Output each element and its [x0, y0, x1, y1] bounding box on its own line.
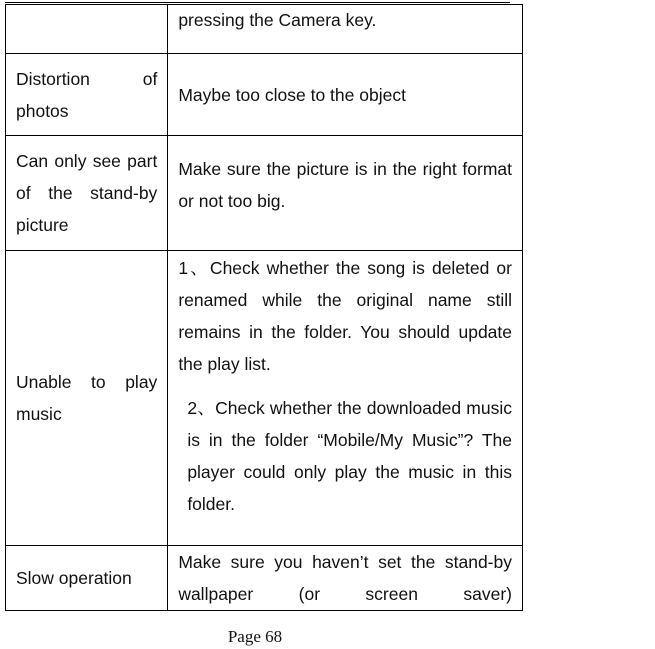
solution-cell: Maybe too close to the object: [168, 54, 523, 136]
solution-cell: Make sure the picture is in the right format or not too big.: [168, 136, 523, 251]
solution-step-2: 2、Check whether the downloaded music is in the folder “Mobile/My Music”? The player could only play the music in this folder.: [187, 398, 512, 514]
spacer: [178, 380, 512, 392]
solution-cell: [168, 251, 523, 546]
table-row: [6, 5, 523, 54]
problem-cell: [6, 136, 168, 251]
problem-text: Can only see part of the stand-by picture: [16, 151, 158, 235]
problem-cell: Distortion of photos: [6, 54, 168, 136]
solution-step-1: 1、Check whether the song is deleted or renamed while the original name still remains in the folder. You should update the play list.: [178, 258, 512, 374]
table-row: [6, 136, 523, 251]
top-rule: [5, 2, 510, 3]
solution-text: pressing the Camera key.: [178, 10, 377, 30]
page-number: Page 68: [227, 627, 283, 646]
table-row: [6, 54, 523, 136]
problem-cell: Unable to play music: [6, 251, 168, 546]
table-row: [6, 546, 523, 611]
problem-cell: Slow operation: [6, 546, 168, 611]
solution-cell: Make sure you haven’t set the stand-by wallpaper (or screen saver): [168, 546, 523, 611]
table-row: [6, 251, 523, 546]
solution-cell: [168, 5, 523, 54]
problem-cell: [6, 5, 168, 54]
troubleshooting-table: [5, 4, 523, 611]
